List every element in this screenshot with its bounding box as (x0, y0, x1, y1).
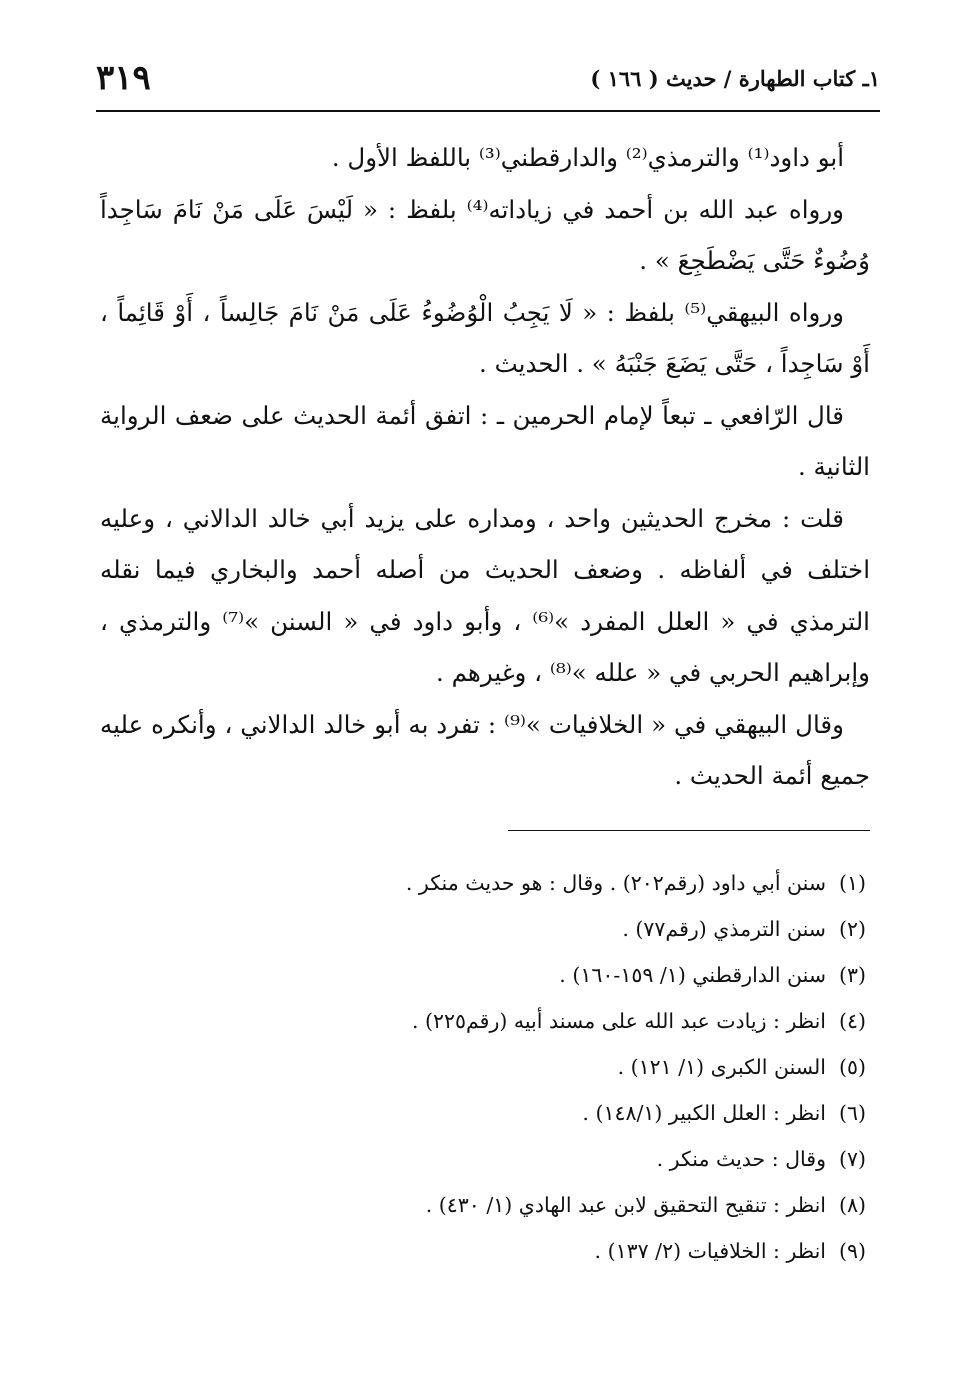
running-title: ١ـ كتاب الطهارة / حديث ( ١٦٦ ) (590, 66, 880, 91)
paragraph-1: أبو داود⁽¹⁾ والترمذي⁽²⁾ والدارقطني⁽³⁾ باللفظ الأول . (331, 143, 844, 172)
footnotes (300, 860, 866, 1274)
footnote-number: (٤) (838, 1009, 866, 1033)
footnote-text: السنن الكبرى (١/ ١٢١) . (617, 1055, 826, 1079)
footnote-text: وقال : حديث منكر . (656, 1147, 826, 1171)
footnote-8 (300, 1182, 866, 1228)
footnote-number: (٢) (838, 917, 866, 941)
paragraph-2: ورواه عبد الله بن أحمد في زياداته⁽⁴⁾ بلفظ : « لَيْسَ عَلَى مَنْ نَامَ سَاجِداً وُضُوءٌ حَتَّى يَضْطَجِعَ » . (100, 194, 870, 275)
page-number: ٣١٩ (96, 58, 151, 98)
footnote-text: انظر : العلل الكبير (١٤٨/١) . (582, 1101, 826, 1125)
footnote-text: انظر : زيادت عبد الله على مسند أبيه (رقم٢٢٥) . (411, 1009, 826, 1033)
footnote-2 (300, 906, 866, 952)
footnote-7 (300, 1136, 866, 1182)
footnote-number: (٩) (838, 1239, 866, 1263)
footnote-number: (٥) (838, 1055, 866, 1079)
main-text (100, 132, 870, 802)
footnote-text: سنن الترمذي (رقم٧٧) . (622, 917, 826, 941)
footnote-number: (١) (838, 871, 866, 895)
footnote-4 (300, 998, 866, 1044)
paragraph-6: وقال البيهقي في « الخلافيات »⁽⁹⁾ : تفرد به أبو خالد الدالاني ، وأنكره عليه جميع أئمة الحديث . (100, 709, 870, 790)
paragraph-5: قلت : مخرج الحديثين واحد ، ومداره على يزيد أبي خالد الدالاني ، وعليه اختلف في ألفاظه . وضعف الحديث من أصله أحمد والبخاري فيما نقله الترمذي في « العلل المفرد »⁽⁶⁾ ، وأبو داود في « السنن »⁽⁷⁾ والترمذي ، وإبراهيم الحربي في « علله »⁽⁸⁾ ، وغيرهم . (100, 503, 870, 687)
footnote-separator (508, 830, 870, 831)
footnote-1 (300, 860, 866, 906)
footnote-text: سنن أبي داود (رقم٢٠٢) . وقال : هو حديث منكر . (405, 871, 826, 895)
footnote-number: (٧) (838, 1147, 866, 1171)
footnote-text: انظر : تنقيح التحقيق لابن عبد الهادي (١/ ٤٣٠) . (425, 1193, 826, 1217)
footnote-number: (٨) (838, 1193, 866, 1217)
footnote-text: انظر : الخلافيات (٢/ ١٣٧) . (594, 1239, 826, 1263)
footnote-text: سنن الدارقطني (١/ ١٥٩-١٦٠) . (559, 963, 826, 987)
footnote-9 (300, 1228, 866, 1274)
footnote-number: (٣) (838, 963, 866, 987)
page-header (96, 58, 880, 108)
footnote-number: (٦) (838, 1101, 866, 1125)
footnote-3 (300, 952, 866, 998)
footnote-6 (300, 1090, 866, 1136)
footnote-5 (300, 1044, 866, 1090)
paragraph-4: قال الرّافعي ـ تبعاً لإمام الحرمين ـ : اتفق أئمة الحديث على ضعف الرواية الثانية . (100, 400, 870, 481)
header-rule (96, 110, 880, 112)
paragraph-3: ورواه البيهقي⁽⁵⁾ بلفظ : « لَا يَجِبُ الْوُضُوءُ عَلَى مَنْ نَامَ جَالِساً ، أَوْ قَائِماً ، أَوْ سَاجِداً ، حَتَّى يَضَعَ جَنْبَهُ » . الحديث . (100, 297, 870, 378)
